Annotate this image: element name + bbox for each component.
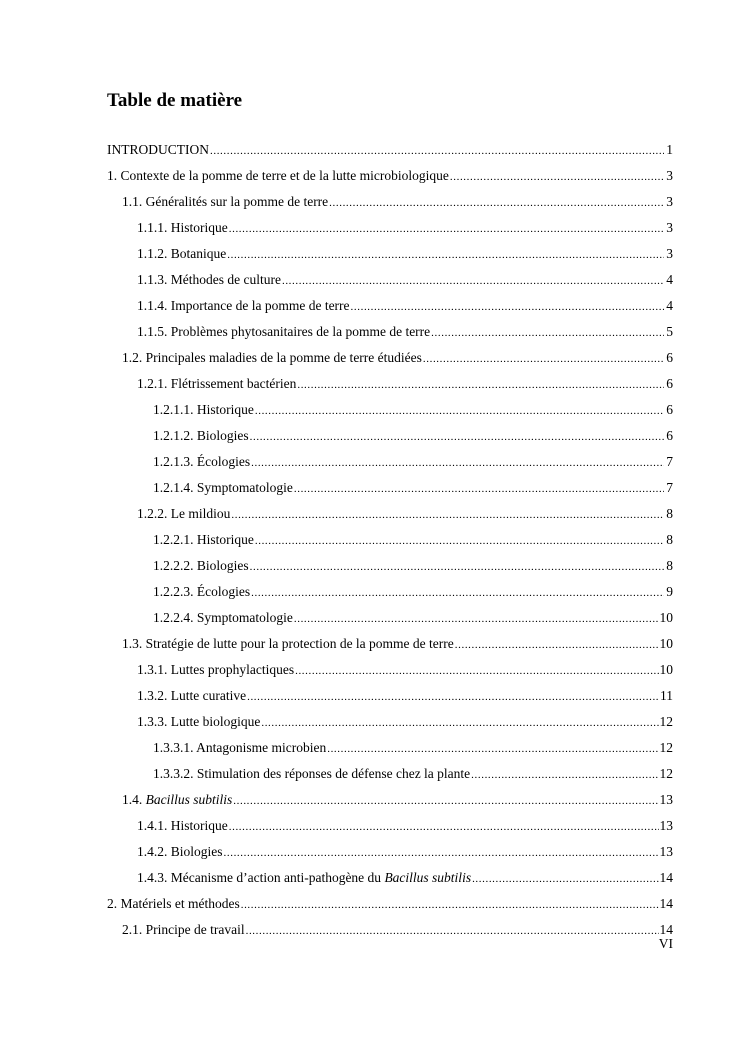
- toc-entry-text: 1.2.1.4. Symptomatologie: [153, 480, 293, 495]
- toc-entry-text: INTRODUCTION: [107, 142, 209, 157]
- toc-entry[interactable]: [107, 479, 673, 505]
- dot-leader: [327, 740, 658, 758]
- toc-entry[interactable]: [107, 401, 673, 427]
- dot-leader: [295, 662, 658, 680]
- toc-entry[interactable]: [107, 921, 673, 947]
- toc-entry[interactable]: [107, 427, 673, 453]
- dot-leader: [251, 454, 664, 472]
- toc-page-number: 10: [659, 610, 673, 625]
- dot-leader: [251, 584, 664, 602]
- dot-leader: [231, 506, 664, 524]
- toc-entry-text: 1.3.3. Lutte biologique: [137, 714, 261, 729]
- toc-page-number: 9: [666, 584, 673, 599]
- toc-entry[interactable]: [107, 167, 673, 193]
- toc-entry-text: 1.2.2.4. Symptomatologie: [153, 610, 293, 625]
- toc-entry-text: 1.1.2. Botanique: [137, 246, 227, 261]
- toc-page-number: 7: [666, 480, 673, 495]
- toc-entry-text: 1.4.1. Historique: [137, 818, 228, 833]
- toc-entry[interactable]: [107, 661, 673, 687]
- dot-leader: [229, 220, 664, 238]
- toc-entry[interactable]: [107, 375, 673, 401]
- toc-page-number: 6: [666, 376, 673, 391]
- toc-page-number: 8: [666, 532, 673, 547]
- toc-entry-text: 1.3.3.2. Stimulation des réponses de défense chez la plante: [153, 766, 471, 781]
- dot-leader: [351, 298, 664, 316]
- dot-leader: [241, 896, 659, 914]
- toc-entry[interactable]: [107, 141, 673, 167]
- toc-entry[interactable]: [107, 687, 673, 713]
- toc-entry-text: 1.2.1.1. Historique: [153, 402, 254, 417]
- toc-page-number: 3: [666, 220, 673, 235]
- dot-leader: [423, 350, 664, 368]
- toc-entry-text: 1.3.3.1. Antagonisme microbien: [153, 740, 327, 755]
- toc-page-number: 12: [659, 740, 673, 755]
- dot-leader: [472, 870, 658, 888]
- toc-page-number: 6: [666, 350, 673, 365]
- toc-page-number: 6: [666, 402, 673, 417]
- toc-entry-text: 1.1.5. Problèmes phytosanitaires de la pomme de terre: [137, 324, 431, 339]
- toc-entry-italic: Bacillus subtilis: [384, 870, 472, 885]
- toc-entry-text: 2. Matériels et méthodes: [107, 896, 240, 911]
- toc-entry-text: 1.2.1. Flétrissement bactérien: [137, 376, 297, 391]
- toc-page-number: 14: [659, 870, 673, 885]
- toc-page-number: 8: [666, 558, 673, 573]
- toc-entry-text: 1.1.1. Historique: [137, 220, 228, 235]
- toc-page-number: 13: [659, 818, 673, 833]
- toc-page-number: 7: [666, 454, 673, 469]
- toc-entry[interactable]: [107, 609, 673, 635]
- toc-entry-text: 1.4.3. Mécanisme d’action anti-pathogène du Bacillus subtilis: [137, 870, 472, 885]
- toc-entry-text: 1.2.2. Le mildiou: [137, 506, 231, 521]
- dot-leader: [227, 246, 664, 264]
- toc-page-number: 3: [666, 194, 673, 209]
- toc-entry-text: 1.2.2.1. Historique: [153, 532, 254, 547]
- toc-entry-text: 1.2.2.2. Biologies: [153, 558, 249, 573]
- toc-page-number: 10: [659, 636, 673, 651]
- toc-entry-text: 1.3.2. Lutte curative: [137, 688, 247, 703]
- dot-leader: [255, 532, 664, 550]
- page-title: Table de matière: [107, 90, 243, 111]
- toc-entry[interactable]: [107, 219, 673, 245]
- toc-page-number: 8: [666, 506, 673, 521]
- dot-leader: [261, 714, 658, 732]
- toc-entry-text: 1.4. Bacillus subtilis: [122, 792, 233, 807]
- dot-leader: [233, 792, 658, 810]
- toc-page-number: 3: [666, 246, 673, 261]
- toc-page-number: 1: [666, 142, 673, 157]
- toc-entry[interactable]: [107, 193, 673, 219]
- dot-leader: [297, 376, 664, 394]
- toc-entry-text: 1.1.3. Méthodes de culture: [137, 272, 281, 287]
- toc-page-number: 13: [659, 792, 673, 807]
- toc-entry[interactable]: [107, 531, 673, 557]
- toc-entry-text: 1.4.2. Biologies: [137, 844, 223, 859]
- toc-entry[interactable]: [107, 505, 673, 531]
- toc-page-number: 3: [666, 168, 673, 183]
- toc-page-number: 6: [666, 428, 673, 443]
- toc-page-number: 4: [666, 272, 673, 287]
- table-of-contents: [107, 141, 673, 947]
- toc-page-number: 14: [659, 922, 673, 937]
- toc-entry[interactable]: [107, 739, 673, 765]
- toc-entry-text: 1. Contexte de la pomme de terre et de la lutte microbiologique: [107, 168, 449, 183]
- dot-leader: [255, 402, 664, 420]
- dot-leader: [431, 324, 664, 342]
- toc-page-number: 4: [666, 298, 673, 313]
- toc-entry-text: 1.3.1. Luttes prophylactiques: [137, 662, 295, 677]
- dot-leader: [246, 922, 659, 940]
- toc-page-number: 13: [659, 844, 673, 859]
- toc-entry[interactable]: [107, 453, 673, 479]
- toc-page-number: 12: [659, 714, 673, 729]
- toc-entry[interactable]: [107, 895, 673, 921]
- dot-leader: [455, 636, 659, 654]
- dot-leader: [471, 766, 658, 784]
- toc-entry[interactable]: [107, 713, 673, 739]
- dot-leader: [282, 272, 664, 290]
- toc-page-number: 11: [660, 688, 673, 703]
- toc-entry-text: 1.2. Principales maladies de la pomme de terre étudiées: [122, 350, 422, 365]
- toc-page-number: 5: [666, 324, 673, 339]
- dot-leader: [329, 194, 664, 212]
- toc-entry-text: 1.1.4. Importance de la pomme de terre: [137, 298, 350, 313]
- dot-leader: [247, 688, 659, 706]
- toc-entry-text: 1.2.1.3. Écologies: [153, 454, 251, 469]
- toc-entry[interactable]: [107, 843, 673, 869]
- page-number: VI: [658, 936, 673, 951]
- dot-leader: [294, 610, 659, 628]
- toc-entry[interactable]: [107, 583, 673, 609]
- toc-entry-text: 1.2.2.3. Écologies: [153, 584, 251, 599]
- dot-leader: [294, 480, 664, 498]
- toc-entry[interactable]: [107, 635, 673, 661]
- toc-entry[interactable]: [107, 349, 673, 375]
- toc-entry[interactable]: [107, 817, 673, 843]
- toc-entry[interactable]: [107, 271, 673, 297]
- dot-leader: [450, 168, 664, 186]
- toc-entry[interactable]: [107, 765, 673, 791]
- dot-leader: [250, 428, 664, 446]
- dot-leader: [210, 142, 664, 160]
- dot-leader: [250, 558, 664, 576]
- toc-entry[interactable]: [107, 557, 673, 583]
- toc-entry[interactable]: [107, 323, 673, 349]
- toc-entry[interactable]: [107, 297, 673, 323]
- toc-entry-text: 1.2.1.2. Biologies: [153, 428, 249, 443]
- toc-page-number: 14: [659, 896, 673, 911]
- toc-entry[interactable]: [107, 791, 673, 817]
- dot-leader: [229, 818, 659, 836]
- toc-entry-text: 2.1. Principe de travail: [122, 922, 245, 937]
- toc-entry[interactable]: [107, 869, 673, 895]
- toc-page-number: 12: [659, 766, 673, 781]
- dot-leader: [224, 844, 659, 862]
- toc-entry[interactable]: [107, 245, 673, 271]
- toc-page-number: 10: [659, 662, 673, 677]
- toc-entry-text: 1.3. Stratégie de lutte pour la protection de la pomme de terre: [122, 636, 454, 651]
- toc-entry-text: 1.1. Généralités sur la pomme de terre: [122, 194, 329, 209]
- toc-entry-italic: Bacillus subtilis: [145, 792, 233, 807]
